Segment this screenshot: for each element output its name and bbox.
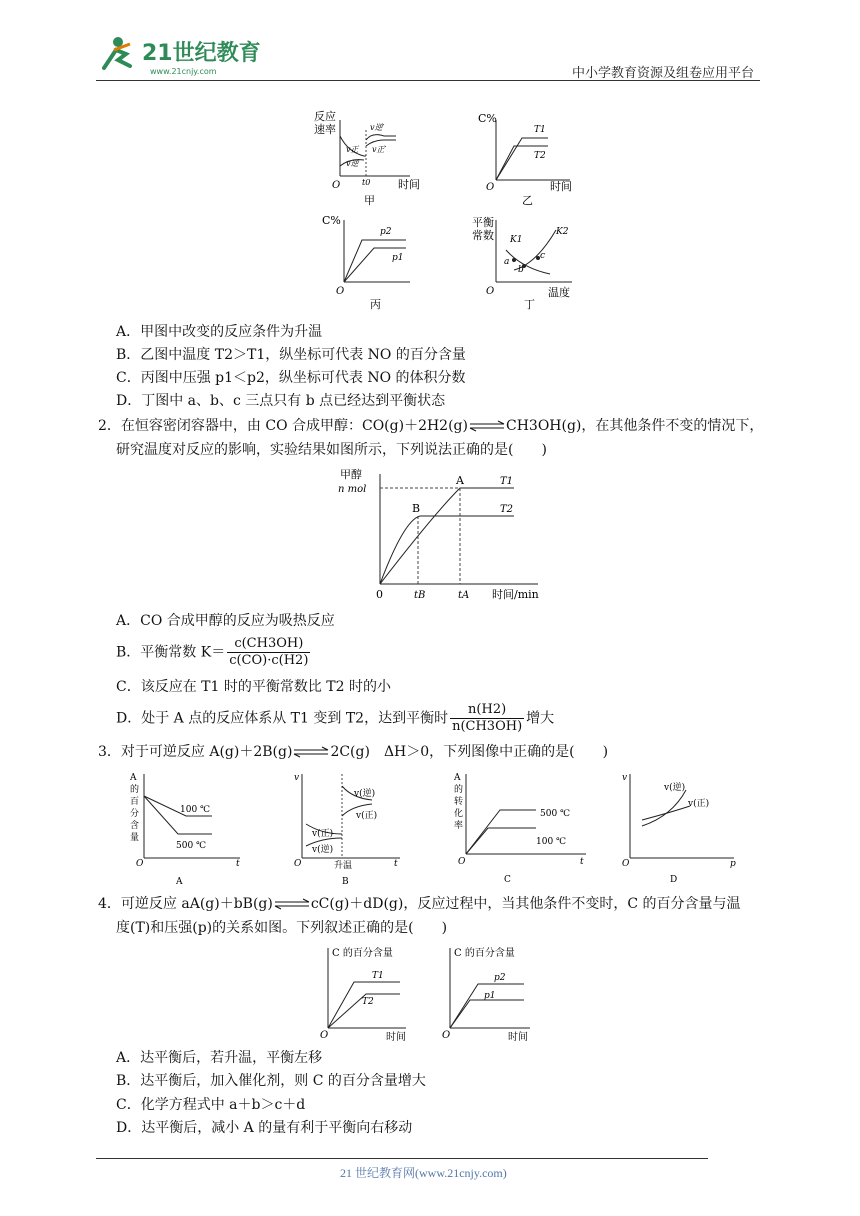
svg-text:n mol: n mol [338, 484, 367, 495]
svg-text:p2: p2 [380, 227, 392, 237]
svg-text:平衡: 平衡 [472, 216, 494, 229]
svg-text:500 ℃: 500 ℃ [540, 809, 571, 819]
svg-text:v逆: v逆 [346, 159, 359, 168]
svg-text:升温: 升温 [334, 861, 353, 871]
svg-text:A: A [456, 474, 464, 487]
q4-stem-line2: 度(T)和压强(p)的关系如图。下列叙述正确的是( ) [116, 920, 448, 936]
svg-text:时间: 时间 [550, 180, 572, 193]
q4-fig-temp [320, 946, 406, 1043]
fig-jia [314, 109, 420, 207]
svg-text:C 的百分含量: C 的百分含量 [454, 948, 515, 959]
q3-fig-b [294, 773, 400, 887]
svg-text:v(正): v(正) [688, 799, 710, 809]
svg-text:K1: K1 [510, 235, 523, 245]
svg-text:b: b [518, 265, 524, 275]
q4-fig-pressure [442, 946, 530, 1043]
svg-text:O: O [332, 180, 341, 191]
svg-text:O: O [336, 286, 345, 297]
svg-text:含: 含 [130, 821, 140, 831]
svg-text:K2: K2 [556, 227, 569, 237]
fig-ding [472, 216, 572, 311]
svg-text:c: c [540, 251, 546, 261]
svg-text:0: 0 [376, 588, 383, 601]
q1-option-a: A．甲图中改变的反应条件为升温 [116, 324, 323, 340]
svg-text:A: A [130, 773, 137, 783]
q3-stem: 3．对于可逆反应 A(g)＋2B(g) 2C(g) ΔH＞0，下列图像中正确的是( ) [98, 744, 609, 760]
svg-text:B: B [412, 502, 421, 515]
svg-text:100 ℃: 100 ℃ [536, 837, 567, 847]
svg-text:时间: 时间 [508, 1032, 528, 1043]
svg-text:v(逆): v(逆) [354, 789, 376, 799]
q1-option-d: D．丁图中 a、b、c 三点只有 b 点已经达到平衡状态 [116, 393, 446, 409]
svg-text:tB: tB [414, 590, 426, 601]
svg-text:C%: C% [478, 112, 497, 125]
svg-text:时间: 时间 [398, 178, 420, 191]
svg-text:时间: 时间 [386, 1032, 406, 1043]
svg-text:v(逆): v(逆) [312, 845, 334, 855]
svg-text:100 ℃: 100 ℃ [180, 805, 211, 815]
svg-text:v正′: v正′ [372, 145, 387, 154]
svg-text:C%: C% [322, 214, 341, 227]
svg-text:百: 百 [130, 797, 140, 807]
svg-text:T2: T2 [534, 151, 546, 161]
q1-option-c: C．丙图中压强 p1＜p2，纵坐标可代表 NO 的体积分数 [116, 370, 466, 386]
svg-text:O: O [486, 182, 495, 193]
svg-text:p1: p1 [484, 991, 496, 1001]
svg-text:t: t [236, 859, 240, 869]
svg-text:丙: 丙 [370, 298, 381, 311]
svg-text:v: v [294, 773, 300, 783]
svg-text:O: O [136, 859, 144, 869]
svg-text:O: O [320, 1030, 329, 1041]
header-rule [96, 80, 760, 81]
svg-text:率: 率 [454, 821, 464, 831]
svg-text:p2: p2 [494, 973, 506, 983]
svg-text:T1: T1 [534, 125, 546, 135]
q4-option-b: B．达平衡后，加入催化剂，则 C 的百分含量增大 [116, 1073, 426, 1089]
q3-fig-c [453, 773, 586, 885]
svg-text:T2: T2 [362, 997, 374, 1007]
svg-text:常数: 常数 [472, 229, 494, 242]
svg-text:时间/min: 时间/min [492, 588, 539, 601]
q2-figure [334, 464, 554, 604]
svg-text:500 ℃: 500 ℃ [176, 841, 207, 851]
svg-text:tA: tA [458, 590, 470, 601]
svg-text:化: 化 [454, 809, 464, 819]
q4-figures [310, 942, 550, 1046]
svg-text:的: 的 [454, 785, 464, 795]
svg-text:乙: 乙 [522, 194, 533, 207]
fig-bing [322, 214, 410, 311]
logo-url: www.21cnjy.com [150, 67, 217, 76]
q2-option-b: B．平衡常数 K＝ $\frac{c(CH3OH)}{c(CO)\cdot c(H2)}$ [116, 636, 309, 668]
svg-text:T1: T1 [372, 971, 384, 981]
q4-stem-line1: 4．可逆反应 aA(g)＋bB(g) cC(g)＋dD(g)，反应过程中，当其他条件不变时，C 的百分含量与温 [98, 896, 741, 912]
q1-option-b: B．乙图中温度 T2＞T1，纵坐标可代表 NO 的百分含量 [116, 347, 466, 363]
site-title: 中小学教育资源及组卷应用平台 [572, 66, 755, 81]
svg-text:t: t [580, 857, 584, 867]
svg-text:分: 分 [130, 809, 140, 819]
svg-text:丁: 丁 [524, 298, 535, 311]
svg-text:C 的百分含量: C 的百分含量 [332, 948, 393, 959]
svg-text:的: 的 [130, 785, 140, 795]
svg-text:v(逆): v(逆) [664, 783, 686, 793]
svg-text:v(正): v(正) [356, 811, 378, 821]
q3-figures [116, 766, 756, 890]
svg-text:A: A [176, 877, 183, 887]
q2-option-c: C．该反应在 T1 时的平衡常数比 T2 时的小 [116, 679, 392, 695]
svg-text:反应: 反应 [314, 110, 336, 123]
svg-text:B: B [342, 877, 349, 887]
fig-yi [478, 112, 572, 207]
svg-text:O: O [458, 857, 466, 867]
svg-text:t0: t0 [362, 178, 371, 187]
footer-rule [96, 1158, 708, 1159]
svg-text:量: 量 [130, 833, 140, 843]
svg-text:v正: v正 [346, 145, 359, 154]
svg-text:速率: 速率 [314, 123, 336, 136]
svg-text:A: A [454, 773, 461, 783]
footer-link[interactable]: 21 世纪教育网(www.21cnjy.com) [340, 1166, 507, 1180]
svg-text:温度: 温度 [548, 286, 570, 299]
svg-text:p: p [730, 859, 736, 869]
equilibrium-arrow-icon [292, 746, 330, 758]
svg-text:v逆′: v逆′ [370, 123, 385, 132]
svg-text:a: a [504, 257, 510, 267]
q3-fig-d [622, 773, 736, 885]
q2-option-d: D．处于 A 点的反应体系从 T1 变到 T2，达到平衡时 $\frac{n(H2)}{n(CH3OH)}$ 增大 [116, 702, 555, 734]
q4-option-d: D．达平衡后，减小 A 的量有利于平衡向右移动 [116, 1120, 413, 1136]
logo [96, 32, 266, 78]
q2-stem-line1: 2．在恒容密闭容器中，由 CO 合成甲醇：CO(g)＋2H2(g) CH3OH(g)，在其他条件不变的情况下， [98, 418, 764, 434]
svg-text:O: O [486, 286, 495, 297]
q1-figures [300, 100, 600, 315]
svg-text:甲醇: 甲醇 [340, 468, 362, 481]
logo-title: 21世纪教育 [142, 41, 261, 66]
svg-text:甲: 甲 [364, 194, 375, 207]
svg-text:p1: p1 [392, 253, 404, 263]
equilibrium-arrow-icon [468, 420, 506, 432]
svg-text:转: 转 [454, 797, 464, 807]
svg-text:v(正): v(正) [312, 829, 334, 839]
svg-text:O: O [622, 859, 630, 869]
svg-text:D: D [670, 875, 678, 885]
q4-option-c: C．化学方程式中 a＋b＞c＋d [116, 1097, 306, 1113]
svg-text:O: O [294, 859, 302, 869]
q2-option-a: A．CO 合成甲醇的反应为吸热反应 [116, 613, 335, 629]
svg-text:T1: T1 [500, 476, 514, 487]
svg-text:v: v [622, 773, 628, 783]
svg-text:t: t [394, 859, 398, 869]
svg-text:C: C [504, 875, 511, 885]
q4-option-a: A．达平衡后，若升温，平衡左移 [116, 1050, 323, 1066]
q3-fig-a [129, 773, 240, 887]
svg-text:T2: T2 [500, 504, 514, 515]
svg-text:O: O [442, 1030, 451, 1041]
q2-stem-line2: 研究温度对反应的影响，实验结果如图所示，下列说法正确的是( ) [116, 442, 547, 458]
equilibrium-arrow-icon [273, 898, 311, 910]
